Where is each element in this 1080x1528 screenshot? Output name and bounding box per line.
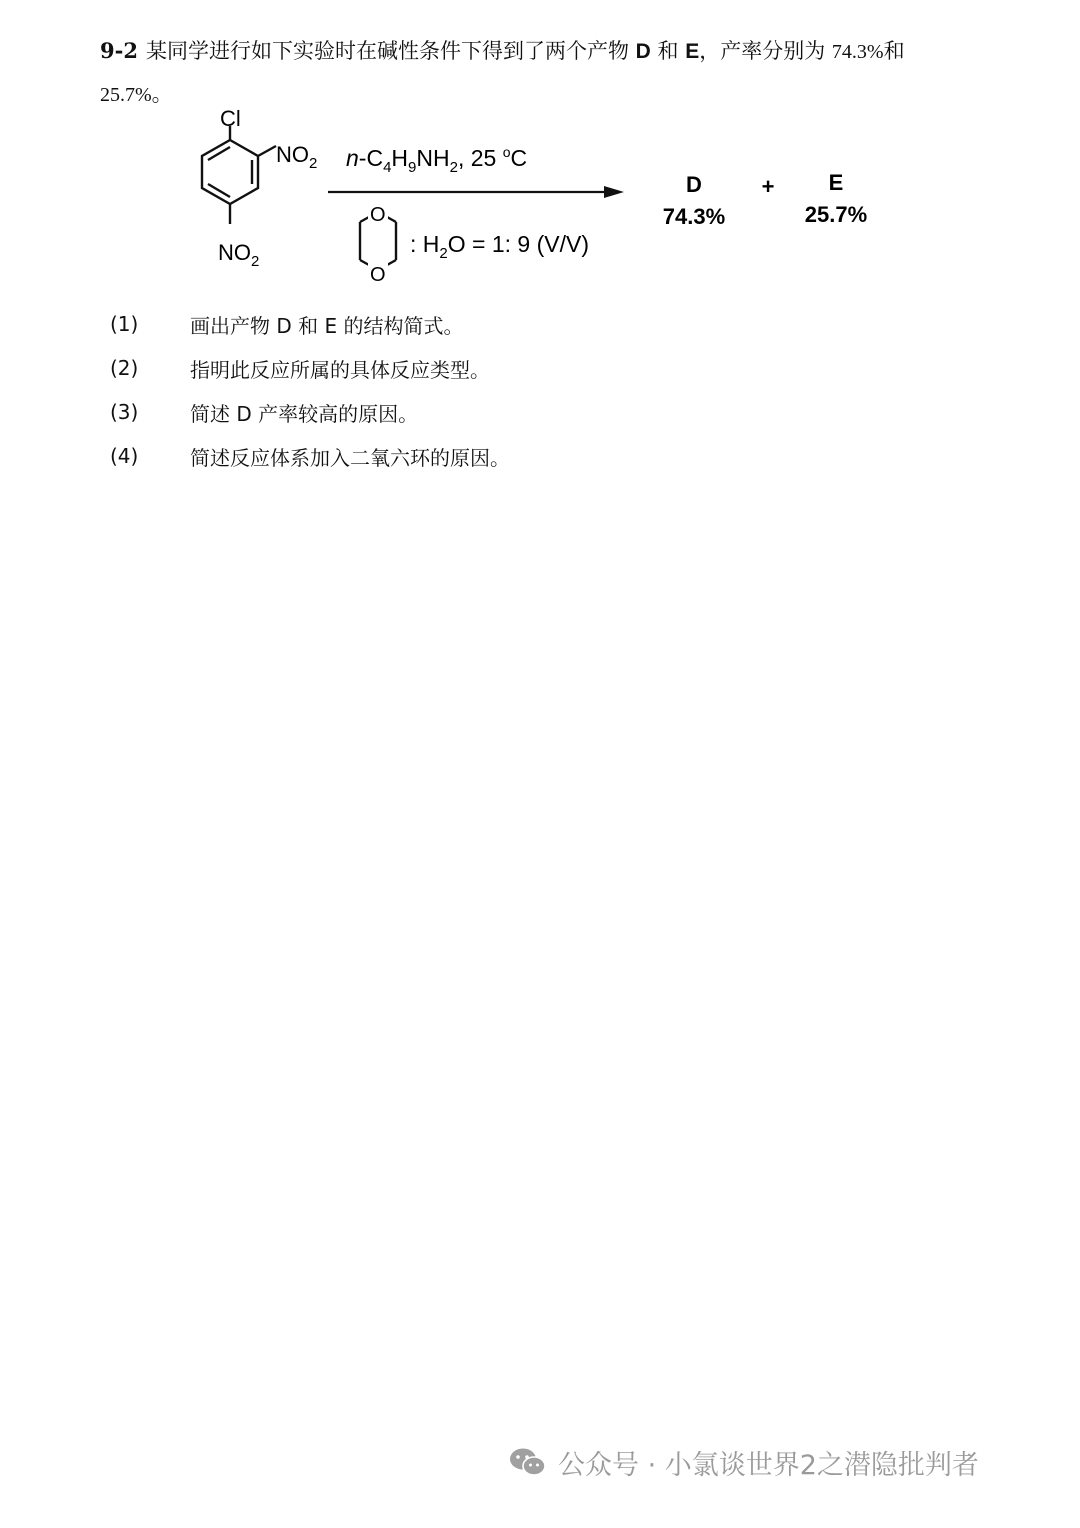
dioxane-o-bottom: O	[370, 264, 386, 286]
question-number: (4)	[110, 444, 139, 468]
product-e-label: E	[828, 170, 844, 195]
intro-and: 和	[657, 39, 679, 63]
question-item	[110, 346, 970, 390]
intro-yield-2: 25.7%	[100, 84, 152, 106]
reaction-arrow	[328, 186, 624, 198]
intro-product-e: E	[685, 40, 700, 63]
intro-product-d: D	[635, 40, 651, 63]
label-no2-ortho: $NO_2$	[276, 142, 318, 172]
question-number: (3)	[110, 400, 139, 424]
question-text: 简述反应体系加入二氧六环的原因。	[190, 445, 510, 470]
question-text: 简述 D 产率较高的原因。	[190, 401, 419, 426]
product-d-yield: 74.3%	[662, 204, 726, 229]
ring-double-bond-1	[208, 147, 230, 160]
product-e-yield: 25.7%	[804, 202, 868, 227]
product-d-label: D	[686, 172, 702, 197]
intro-and-2: 和	[883, 39, 905, 63]
reaction-scheme-svg	[180, 100, 900, 290]
intro-end: 。	[151, 82, 173, 106]
reaction-scheme	[180, 100, 900, 290]
plus-sign: +	[761, 174, 775, 199]
question-number: (1)	[110, 312, 139, 336]
problem-number: 9-2	[100, 38, 138, 63]
question-item	[110, 390, 970, 434]
ring-double-bond-3	[208, 184, 230, 197]
intro-text: 某同学进行如下实验时在碱性条件下得到了两个产物	[145, 39, 629, 63]
intro-text-2: ，产率分别为	[699, 39, 826, 63]
dioxane-o-top: O	[370, 204, 386, 226]
question-item	[110, 434, 970, 478]
benzene-ring	[202, 126, 276, 224]
bond-no2-ortho	[258, 146, 276, 156]
solvent-ratio: : $H_2O = 1$: 9 (V/V)	[410, 231, 589, 262]
wechat-icon	[508, 1446, 548, 1478]
watermark-text: 公众号 · 小氯谈世界2之潜隐批判者	[558, 1449, 979, 1481]
label-cl: Cl	[220, 106, 241, 131]
question-number: (2)	[110, 356, 139, 380]
watermark	[508, 1442, 979, 1482]
reagent-text: $n-C_4H_9NH_2$, 25 $^o$C	[346, 144, 528, 176]
question-item	[110, 302, 970, 346]
intro-yield-1: 74.3%	[831, 41, 884, 63]
question-text: 画出产物 D 和 E 的结构简式。	[190, 313, 464, 338]
question-list	[110, 302, 970, 478]
label-no2-para: $NO_2$	[218, 240, 260, 270]
benzene-hexagon	[202, 140, 258, 204]
question-text: 指明此反应所属的具体反应类型。	[190, 357, 490, 382]
